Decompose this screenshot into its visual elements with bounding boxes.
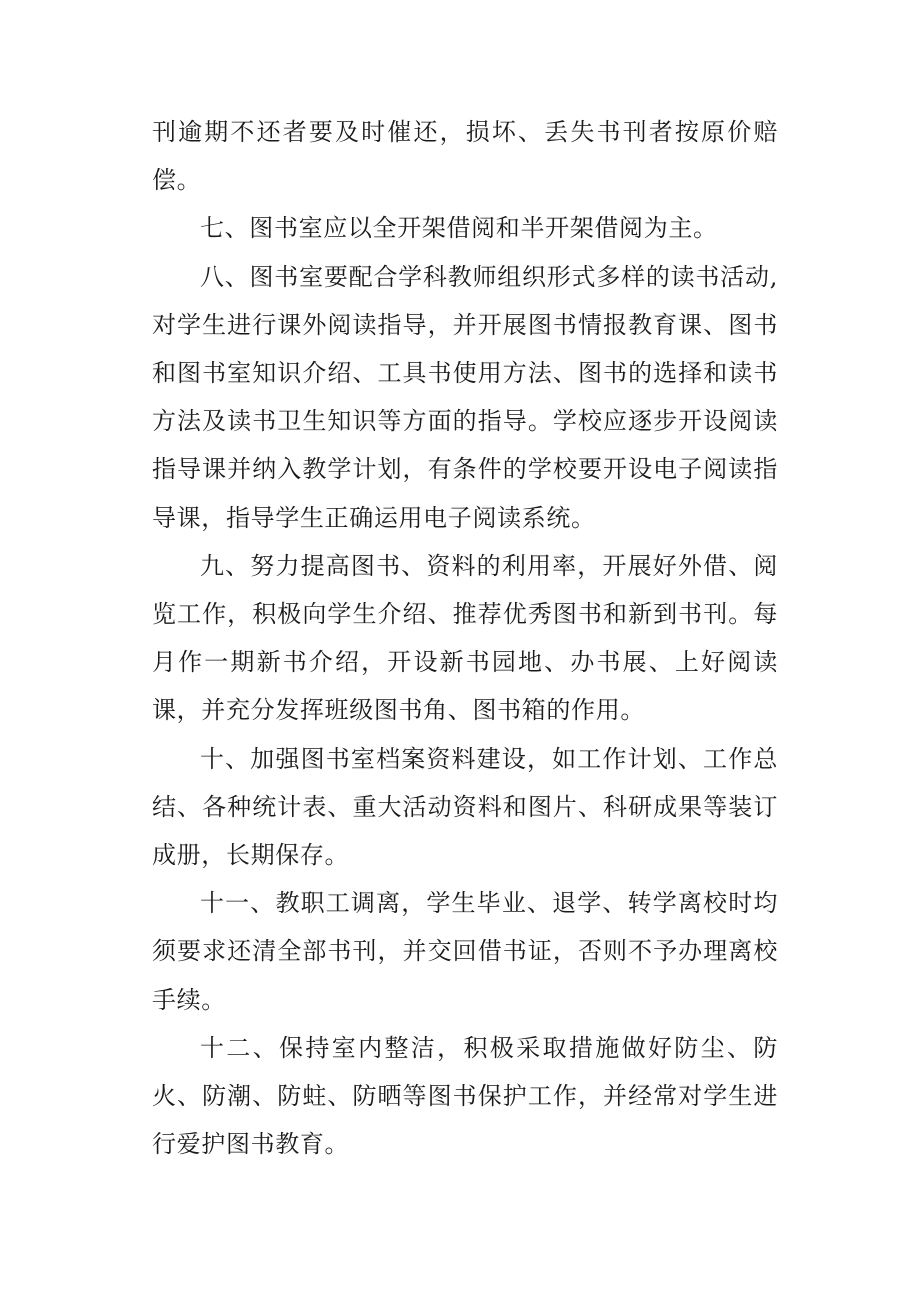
paragraph-article-8: 八、图书室要配合学科教师组织形式多样的读书活动,对学生进行课外阅读指导，并开展图书情报教育课、图书和图书室知识介绍、工具书使用方法、图书的选择和读书方法及读书卫生知识等方面的指导。学校应逐步开设阅读指导课并纳入教学计划，有条件的学校要开设电子阅读指导课，指导学生正确运用电子阅读系统。 [152, 262, 778, 532]
paragraph-article-11: 十一、教职工调离，学生毕业、退学、转学离校时均须要求还清全部书刊，并交回借书证，否则不予办理离校手续。 [152, 889, 778, 1014]
paragraph-article-12: 十二、保持室内整洁，积极采取措施做好防尘、防火、防潮、防蛀、防晒等图书保护工作，并经常对学生进行爱护图书教育。 [152, 1033, 778, 1159]
paragraph-article-9: 九、努力提高图书、资料的利用率，开展好外借、阅览工作，积极向学生介绍、推荐优秀图书和新到书刊。每月作一期新书介绍，开设新书园地、办书展、上好阅读课，并充分发挥班级图书角、图书箱的作用。 [152, 551, 778, 725]
document-body [152, 108, 778, 1168]
paragraph-article-10: 十、加强图书室档案资料建设，如工作计划、工作总结、各种统计表、重大活动资料和图片、科研成果等装订成册，长期保存。 [152, 744, 778, 870]
paragraph-article-7: 七、图书室应以全开架借阅和半开架借阅为主。 [200, 214, 718, 243]
paragraph-continuation: 刊逾期不还者要及时催还，损坏、丢失书刊者按原价赔偿。 [152, 118, 778, 195]
